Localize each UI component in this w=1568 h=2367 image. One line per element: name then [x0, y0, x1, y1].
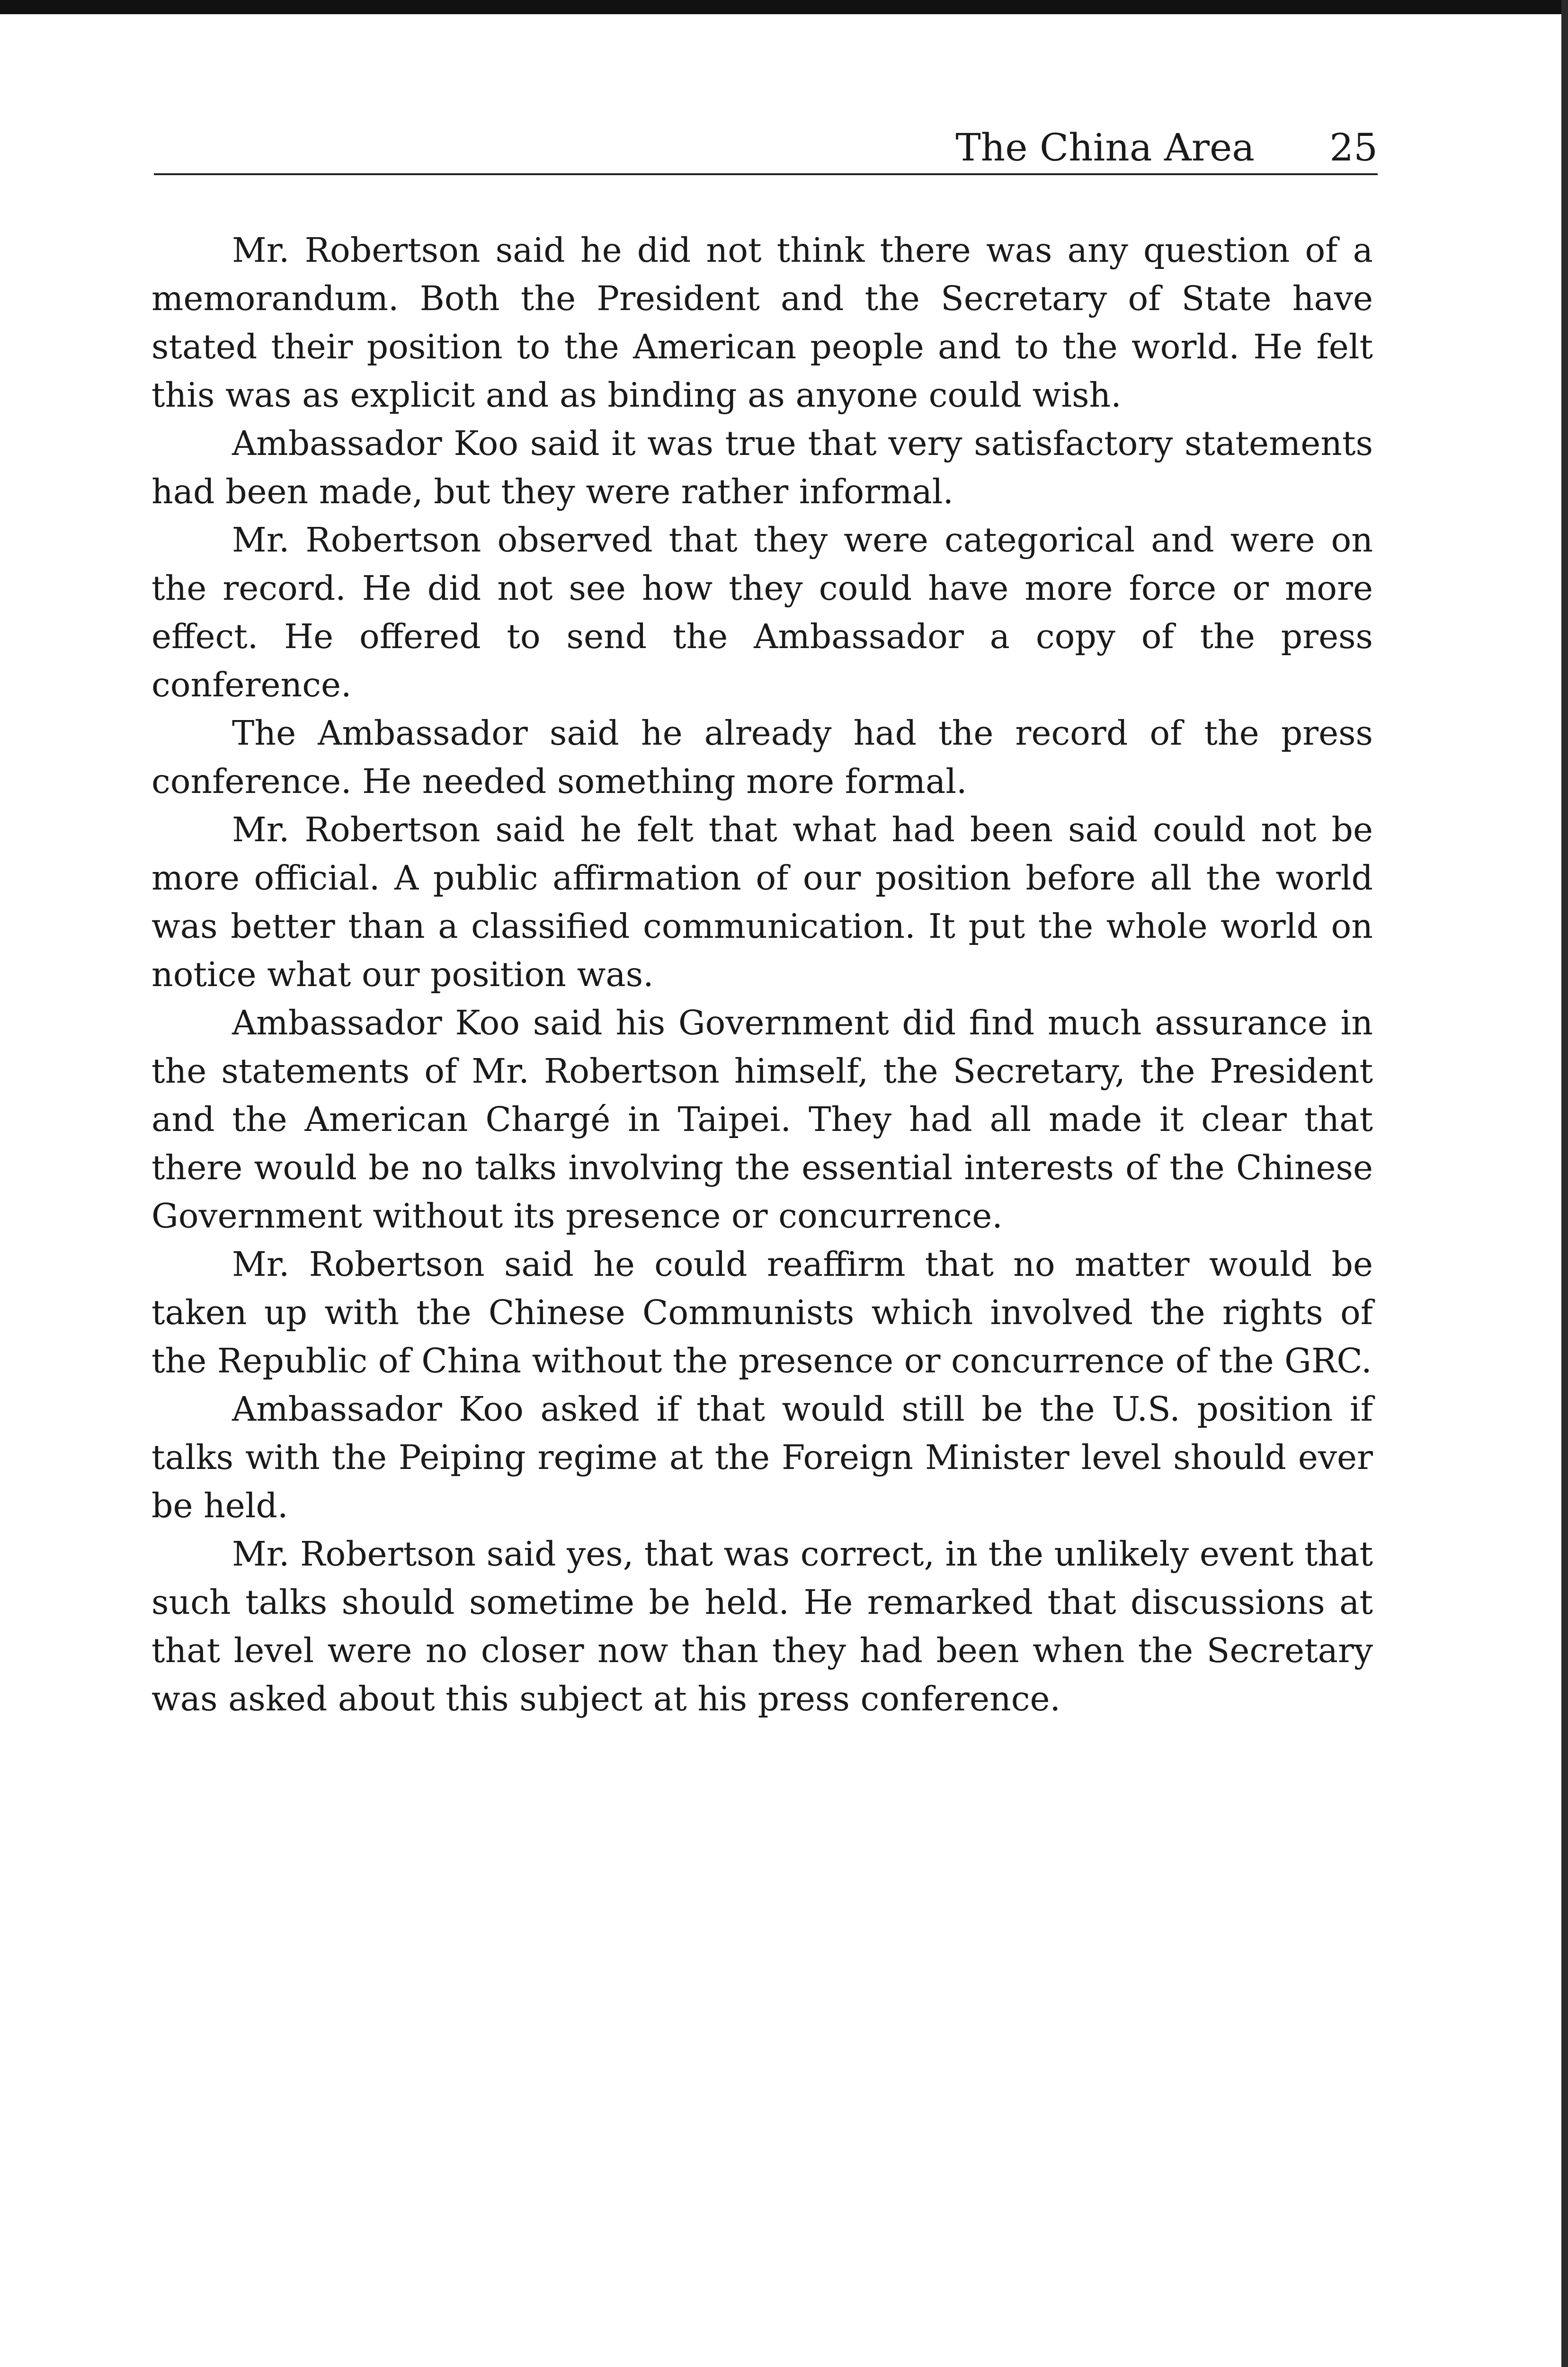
paragraph: Mr. Robertson said he did not think there was any question of a memorandum. Both the President and the Secretary of State have stated their position to the American people and to the world. He felt this was as explicit and as binding as anyone could wish. [151, 231, 1373, 415]
scan-right-edge [1561, 0, 1568, 2367]
paragraph: The Ambassador said he already had the record of the press conference. He needed something more formal. [151, 713, 1373, 801]
header-rule [154, 173, 1378, 175]
page-number: 25 [1329, 125, 1378, 169]
paragraph: Mr. Robertson said he could reaffirm that no matter would be taken up with the Chinese Communists which involved the rights of the Republic of China without the presence or concurrence of the GRC. [151, 1245, 1373, 1380]
scan-top-edge [0, 0, 1568, 14]
paragraph: Mr. Robertson said yes, that was correct, in the unlikely event that such talks should sometime be held. He remarked that discussions at that level were no closer now than they had been when the Secretary was asked about this subject at his press conference. [151, 1534, 1373, 1718]
paragraph: Mr. Robertson said he felt that what had been said could not be more official. A public affirmation of our position before all the world was better than a classified communication. It put the whole world on notice what our position was. [151, 810, 1373, 994]
paragraph: Ambassador Koo said it was true that very satisfactory statements had been made, but they were rather informal. [151, 424, 1373, 511]
running-title: The China Area [955, 125, 1255, 169]
body-text [151, 226, 1373, 1723]
paragraph: Mr. Robertson observed that they were categorical and were on the record. He did not see how they could have more force or more effect. He offered to send the Ambassador a copy of the press conference. [151, 520, 1373, 704]
paragraph: Ambassador Koo asked if that would still be the U.S. position if talks with the Peiping regime at the Foreign Minister level should ever be held. [151, 1389, 1373, 1525]
paragraph: Ambassador Koo said his Government did find much assurance in the statements of Mr. Robertson himself, the Secretary, the President and the American Chargé in Taipei. They had all made it clear that there would be no talks involving the essential interests of the Chinese Government without its presence or concurrence. [151, 1003, 1373, 1236]
page-header [154, 123, 1378, 175]
